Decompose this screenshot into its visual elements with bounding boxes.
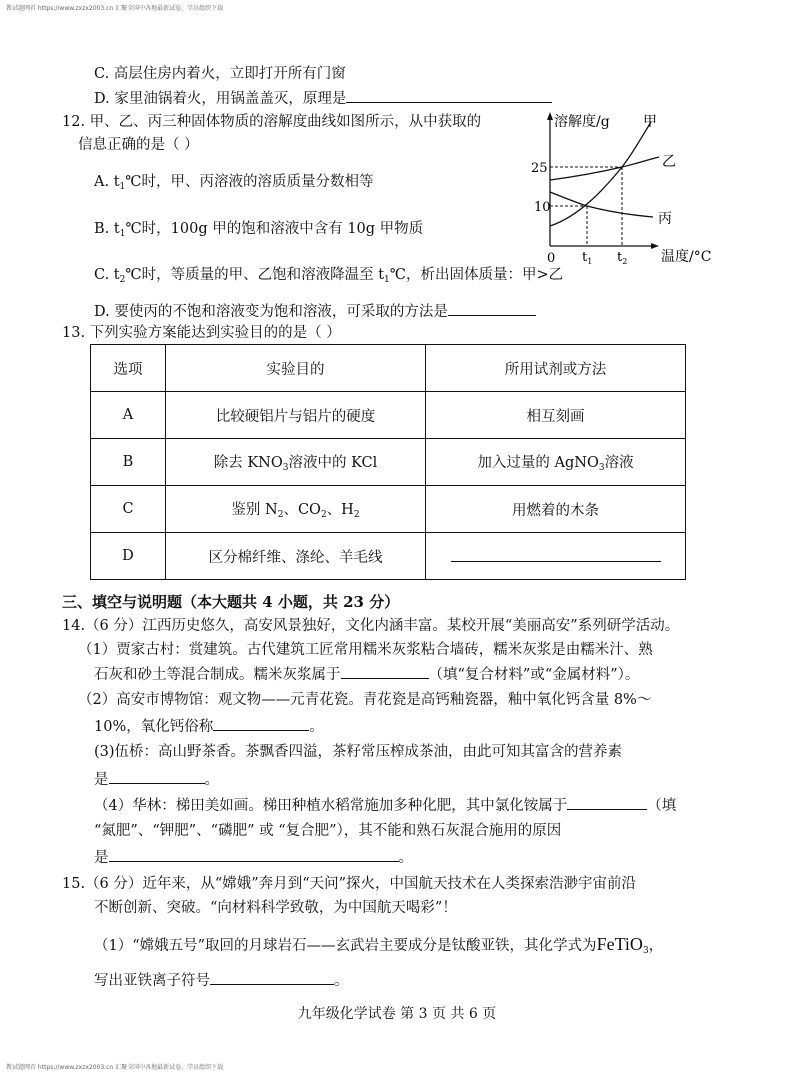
x-axis-arrow <box>651 243 659 249</box>
label-bing: 丙 <box>658 211 672 227</box>
answer-blank[interactable] <box>109 769 205 784</box>
y-axis-arrow <box>547 112 553 120</box>
q12-option-b: B. $t_1℃$时，100g 甲的饱和溶液中含有 10g 甲物质 <box>94 221 424 239</box>
tick-25: 25 <box>531 161 548 176</box>
cell-option: B <box>91 439 166 486</box>
header-watermark: 教试题网首 https://www.zxzx2003.cn 汇聚全国中各地最新试卷，学员组织下载 <box>6 5 224 12</box>
cell-purpose: 区分棉纤维、涤纶、羊毛线 <box>166 533 426 580</box>
table-row <box>91 439 686 486</box>
header-option: 选项 <box>91 345 166 392</box>
chemical-formula: FeTiO <box>596 934 643 954</box>
q11-option-c: C. 高层住房内着火，立即打开所有门窗 <box>94 66 346 82</box>
tick-t2: $t_2$ <box>617 250 628 266</box>
answer-blank[interactable] <box>567 795 647 810</box>
q15-stem-line1: 15.（6 分）近年来，从“嫦娥”奔月到“天问”探火，中国航天技术在人类探索浩渺宇宙前沿 <box>62 876 637 892</box>
q14-p2-line1: （2）高安市博物馆：观文物——元青花瓷。青花瓷是高钙釉瓷器，釉中氧化钙含量 8%～ <box>78 692 652 708</box>
cell-option: D <box>91 533 166 580</box>
cell-option: C <box>91 486 166 533</box>
q14-p3-line1: (3)伍桥：高山野茶香。茶飘香四溢，茶籽常压榨成茶油，由此可知其富含的营养素 <box>94 744 623 760</box>
table-row <box>91 533 686 580</box>
label-jia: 甲 <box>643 114 657 130</box>
cell-method <box>426 533 686 580</box>
q13-stem: 13. 下列实验方案能达到实验目的的是（ ） <box>62 325 341 341</box>
q12-option-c: C. $t_2℃$时，等质量的甲、乙饱和溶液降温至 $t_1℃$，析出固体质量：甲>乙 <box>94 267 564 285</box>
q12-option-d: D. 要使丙的不饱和溶液变为饱和溶液，可采取的方法是 <box>94 301 536 322</box>
solubility-graph <box>525 108 725 268</box>
y-axis-label: 溶解度/g <box>554 114 610 130</box>
cell-purpose: 鉴别 $N_2$、$CO_2$、$H_2$ <box>166 486 426 533</box>
answer-blank[interactable] <box>210 970 334 985</box>
x-axis-label: 温度/°C <box>661 249 712 265</box>
q15-p1-line2: 写出亚铁离子符号 。 <box>94 970 349 991</box>
cell-purpose: 比较硬铝片与铝片的硬度 <box>166 392 426 439</box>
table-row <box>91 392 686 439</box>
cell-purpose: 除去 $KNO_3$溶液中的 KCl <box>166 439 426 486</box>
q14-p3-line2: 是 。 <box>94 769 219 790</box>
header-method: 所用试剂或方法 <box>426 345 686 392</box>
tick-10: 10 <box>534 200 551 215</box>
answer-blank[interactable] <box>451 547 661 562</box>
q14-p4-line1: （4）华林：梯田美如画。梯田种植水稻常施加多种化肥，其中氯化铵属于 （填 <box>94 795 676 816</box>
q15-stem-line2: 不断创新、突破。“向材料科学致敬，为中国航天喝彩”！ <box>94 900 457 916</box>
q12-option-a: A. $t_1℃$时，甲、丙溶液的溶质质量分数相等 <box>94 174 374 192</box>
cell-method: 加入过量的 AgNO$_3$溶液 <box>426 439 686 486</box>
q15-p1-line1: （1）“嫦娥五号”取回的月球岩石——玄武岩主要成分是钛酸亚铁，其化学式为FeTiO$_3$， <box>94 934 664 956</box>
cell-method: 用燃着的木条 <box>426 486 686 533</box>
q12-stem-line2: 信息正确的是（ ） <box>78 137 199 153</box>
curve-yi <box>550 157 659 180</box>
q14-p2-line2: 10%，氧化钙俗称 。 <box>94 716 324 737</box>
q14-p1-line2: 石灰和砂土等混合制成。糯米灰浆属于 （填“复合材料”或“金属材料”）。 <box>94 664 639 685</box>
q14-p4-line3: 是 。 <box>94 847 413 868</box>
q14-p1-line1: （1）贾家古村：赏建筑。古代建筑工匠常用糯米灰浆粘合墙砖，糯米灰浆是由糯米汁、熟 <box>78 642 653 658</box>
curve-bing <box>550 192 653 217</box>
experiment-table <box>90 344 686 580</box>
cell-method: 相互刻画 <box>426 392 686 439</box>
cell-option: A <box>91 392 166 439</box>
table-row <box>91 486 686 533</box>
answer-blank[interactable] <box>448 301 536 316</box>
table-header-row <box>91 345 686 392</box>
q12-stem-line1: 12. 甲、乙、丙三种固体物质的溶解度曲线如图所示，从中获取的 <box>62 114 482 130</box>
label-yi: 乙 <box>662 154 676 170</box>
q14-p4-line2: “氮肥”、“钾肥”、“磷肥” 或 “复合肥”），其不能和熟石灰混合施用的原因 <box>94 823 562 839</box>
q11-option-d: D. 家里油锅着火，用锅盖盖灭，原理是 <box>94 88 552 109</box>
answer-blank[interactable] <box>213 716 309 731</box>
answer-blank[interactable] <box>109 847 399 862</box>
q14-stem: 14.（6 分）江西历史悠久，高安风景独好，文化内涵丰富。某校开展“美丽高安”系列研学活动。 <box>62 618 680 634</box>
header-purpose: 实验目的 <box>166 345 426 392</box>
answer-blank[interactable] <box>346 88 552 103</box>
page-footer: 九年级化学试卷 第 3 页 共 6 页 <box>297 1006 497 1022</box>
tick-t1: $t_1$ <box>582 250 593 266</box>
section-title: 三、填空与说明题（本大题共 4 小题，共 23 分） <box>62 593 400 611</box>
tick-origin: 0 <box>547 251 556 266</box>
curve-jia <box>550 122 651 226</box>
answer-blank[interactable] <box>341 664 429 679</box>
footer-watermark: 教试题网首 https://www.zxzx2003.cn 汇聚全国中各地最新试卷，学员组织下载 <box>6 1064 224 1071</box>
